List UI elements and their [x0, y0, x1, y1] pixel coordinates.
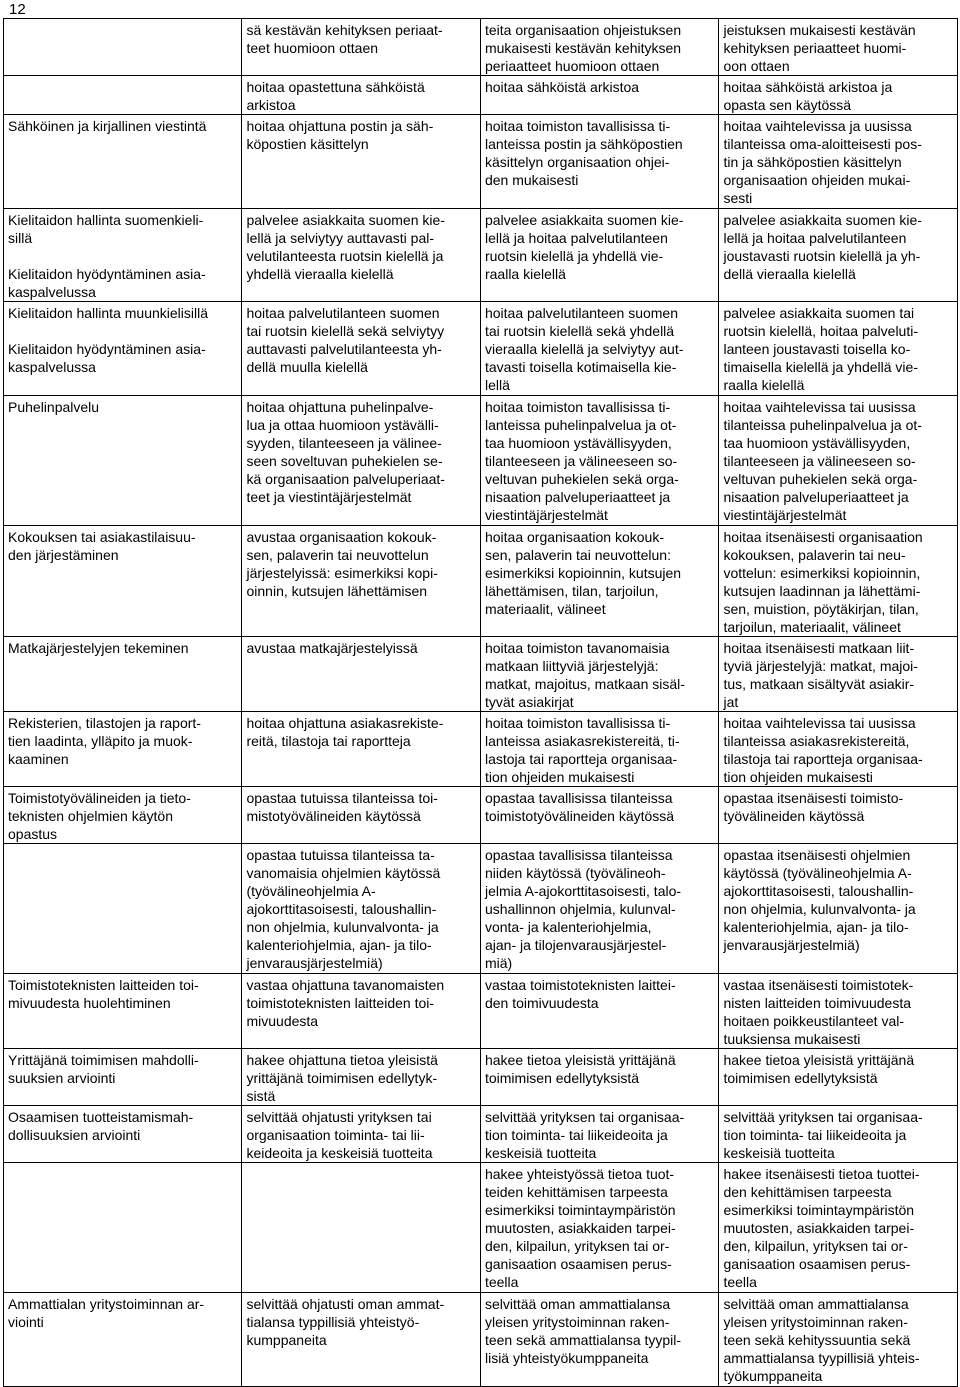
- cell-text: hakee ohjattuna tietoa yleisistä yrittäjänä toimimisen edellytyk- sistä: [246, 1052, 438, 1104]
- table-cell-level-2: [480, 115, 718, 209]
- cell-text: palvelee asiakkaita suomen kie- lellä ja hoitaa palvelutilanteen ruotsin kielellä ja yhdellä vie- raalla kielellä: [484, 212, 684, 282]
- table-cell-level-2: [480, 302, 718, 396]
- cell-text: Osaamisen tuotteistamismah- dollisuuksien arviointi: [8, 1109, 194, 1143]
- table-cell-level-3: [719, 1106, 958, 1163]
- table-row: [4, 526, 958, 637]
- cell-text: selvittää yrityksen tai organisaa- tion toiminta- tai liikeideoita ja keskeisiä tuotteita: [484, 1109, 685, 1161]
- table-cell-level-2: [480, 1163, 718, 1293]
- cell-text: hoitaa opastettuna sähköistä arkistoa: [246, 79, 425, 113]
- cell-text: hoitaa organisaation kokouk- sen, palaverin tai neuvottelun: esimerkiksi kopioinnin, kutsujen lähettämisen, tilan, tarjoilun, materiaalit, välineet: [484, 529, 682, 617]
- table-cell-topic: [4, 302, 242, 396]
- table-row: [4, 396, 958, 526]
- table-cell-level-3: [719, 974, 958, 1049]
- table-cell-level-1: [242, 115, 480, 209]
- cell-text: hoitaa ohjattuna postin ja säh- köpostien käsittelyn: [246, 118, 434, 152]
- table-cell-level-3: [719, 396, 958, 526]
- cell-text: opastaa tavallisissa tilanteissa toimistotyövälineiden käytössä: [484, 790, 675, 824]
- cell-text: hoitaa palvelutilanteen suomen tai ruotsin kielellä sekä yhdellä vieraalla kielellä ja selviytyy aut- tavasti toisella kotimaisella kie- lellä: [484, 305, 684, 393]
- table-cell-level-1: [242, 19, 480, 76]
- table-cell-level-2: [480, 1049, 718, 1106]
- table-row: [4, 1163, 958, 1293]
- cell-text: jeistuksen mukaisesti kestävän kehityksen periaatteet huomi- oon ottaen: [723, 22, 916, 74]
- table-cell-level-1: [242, 1163, 480, 1293]
- table-row: [4, 1049, 958, 1106]
- cell-text: Puhelinpalvelu: [8, 399, 100, 415]
- table-cell-level-1: [242, 1106, 480, 1163]
- table-row: [4, 637, 958, 712]
- table-cell-level-1: [242, 1293, 480, 1387]
- table-cell-level-2: [480, 637, 718, 712]
- cell-text: selvittää oman ammattialansa yleisen yritystoiminnan raken- teen sekä kehityssuuntia sekä ammattialansa tyypillisiä yhteis- työkumppaneita: [723, 1296, 920, 1384]
- table-cell-level-1: [242, 396, 480, 526]
- cell-text: avustaa matkajärjestelyissä: [246, 640, 418, 656]
- cell-text: hoitaa sähköistä arkistoa ja opasta sen käytössä: [723, 79, 893, 113]
- cell-text: Kokouksen tai asiakastilaisuu- den järjestäminen: [8, 529, 196, 563]
- table-row: [4, 209, 958, 302]
- cell-text: Kielitaidon hallinta suomenkieli- sillä Kielitaidon hyödyntäminen asia- kaspalvelussa: [8, 212, 206, 300]
- table-cell-level-1: [242, 76, 480, 115]
- table-cell-level-1: [242, 302, 480, 396]
- cell-text: vastaa itsenäisesti toimistotek- nisten laitteiden toimivuudesta hoitaen poikkeustilanteet val- tuuksiensa mukaisesti: [723, 977, 914, 1047]
- table-cell-level-2: [480, 209, 718, 302]
- table-cell-level-3: [719, 1293, 958, 1387]
- table-cell-topic: [4, 787, 242, 844]
- table-cell-level-3: [719, 302, 958, 396]
- table-cell-level-2: [480, 974, 718, 1049]
- table-cell-topic: [4, 1106, 242, 1163]
- table-cell-level-2: [480, 1106, 718, 1163]
- table-row: [4, 76, 958, 115]
- table-cell-topic: [4, 1163, 242, 1293]
- table-cell-topic: [4, 115, 242, 209]
- table-cell-topic: [4, 637, 242, 712]
- table-cell-topic: [4, 974, 242, 1049]
- cell-text: selvittää ohjatusti yrityksen tai organisaation toiminta- tai lii- keideoita ja keskeisiä tuotteita: [246, 1109, 433, 1161]
- table-row: [4, 1293, 958, 1387]
- table-cell-topic: [4, 76, 242, 115]
- table-cell-level-3: [719, 637, 958, 712]
- cell-text: palvelee asiakkaita suomen kie- lellä ja selviytyy auttavasti pal- velutilanteesta ruotsin kielellä ja yhdellä vieraalla kielellä: [246, 212, 445, 282]
- cell-text: teita organisaation ohjeistuksen mukaisesti kestävän kehityksen periaatteet huomioon ottaen: [484, 22, 682, 74]
- cell-text: opastaa tutuissa tilanteissa toi- mistotyövälineiden käytössä: [246, 790, 438, 824]
- table-cell-level-1: [242, 1049, 480, 1106]
- cell-text: selvittää oman ammattialansa yleisen yritystoiminnan raken- teen sekä ammattialansa tyypil- lisiä yhteistyökumppaneita: [484, 1296, 682, 1366]
- cell-text: palvelee asiakkaita suomen tai ruotsin kielellä, hoitaa palveluti- lanteen joustavasti toisella ko- timaisella kielellä ja yhdellä vie- raalla kielellä: [723, 305, 919, 393]
- cell-text: hoitaa itsenäisesti organisaation kokouksen, palaverin tai neu- vottelun: esimerkiksi kopioinnin, kutsujen laadinnan ja lähettämi- sen, muistion, pöytäkirjan, tilan, tarjoilun, materiaalit, välineet: [723, 529, 923, 635]
- table-cell-topic: [4, 19, 242, 76]
- cell-text: hoitaa ohjattuna asiakasrekiste- reitä, tilastoja tai raportteja: [246, 715, 444, 749]
- cell-text: hakee yhteistyössä tietoa tuot- teiden kehittämisen tarpeesta esimerkiksi toimintaympäristön muutosten, asiakkaiden tarpei- den, kilpailun, yrityksen tai or- ganisaation osaamisen perus- teella: [484, 1166, 676, 1290]
- table-cell-topic: [4, 1293, 242, 1387]
- cell-text: Matkajärjestelyjen tekeminen: [8, 640, 189, 656]
- cell-text: hakee tietoa yleisistä yrittäjänä toimimisen edellytyksistä: [484, 1052, 676, 1086]
- cell-text: sä kestävän kehityksen periaat- teet huomioon ottaen: [246, 22, 443, 56]
- table-cell-topic: [4, 526, 242, 637]
- cell-text: hoitaa vaihtelevissa tai uusissa tilanteissa puhelinpalvelua ja ot- taa huomioon ystävällisyyden, tilanteeseen ja välineeseen so- veltuvan puhekielen sekä orga- nisaation palveluperiaatteet ja viestintäjärjestelmät: [723, 399, 922, 523]
- table-cell-level-3: [719, 76, 958, 115]
- cell-text: hakee itsenäisesti tietoa tuottei- den kehittämisen tarpeesta esimerkiksi toimintaympäristön muutosten, asiakkaiden tarpei- den, kilpailun, yrityksen tai or- ganisaation osaamisen perus- teella: [723, 1166, 920, 1290]
- table-cell-level-1: [242, 787, 480, 844]
- table-cell-level-1: [242, 844, 480, 974]
- cell-text: hoitaa vaihtelevissa ja uusissa tilanteissa oma-aloitteisesti pos- tin ja sähköpostien käsittelyn organisaation ohjeiden mukai- sesti: [723, 118, 922, 206]
- table-row: [4, 974, 958, 1049]
- cell-text: opastaa tavallisissa tilanteissa niiden käytössä (työvälineoh- jelmia A-ajokorttitasoisesti, talo- ushallinnon ohjelmia, kulunval- vonta- ja kalenteriohjelmia, ajan- ja tilojenvarausjärjestel- miä): [484, 847, 682, 971]
- cell-text: hoitaa itsenäisesti matkaan liit- tyviä järjestelyjä: matkat, majoi- tus, matkaan sisältyvät asiakir- jat: [723, 640, 918, 710]
- table-cell-level-2: [480, 76, 718, 115]
- cell-text: Toimistoteknisten laitteiden toi- mivuudesta huolehtiminen: [8, 977, 199, 1011]
- table-cell-level-3: [719, 115, 958, 209]
- cell-text: hoitaa vaihtelevissa tai uusissa tilanteissa asiakasrekistereitä, tilastoja tai raportteja organisaa- tion ohjeiden mukaisesti: [723, 715, 923, 785]
- cell-text: hoitaa toimiston tavallisissa ti- lanteissa puhelinpalvelua ja ot- taa huomioon ystävällisyyden, tilanteeseen ja välineeseen so- veltuvan puhekielen sekä orga- nisaation palveluperiaatteet ja viestintäjärjestelmät: [484, 399, 679, 523]
- cell-text: hoitaa ohjattuna puhelinpalve- lua ja ottaa huomioon ystävälli- syyden, tilanteeseen ja välinee- seen soveltuvan puhekielen se- kä organisaation palveluperiaat- teet ja viestintäjärjestelmät: [246, 399, 445, 505]
- cell-text: Kielitaidon hallinta muunkielisillä Kielitaidon hyödyntäminen asia- kaspalvelussa: [8, 305, 208, 375]
- cell-text: selvittää yrityksen tai organisaa- tion toiminta- tai liikeideoita ja keskeisiä tuotteita: [723, 1109, 923, 1161]
- cell-text: hakee tietoa yleisistä yrittäjänä toimimisen edellytyksistä: [723, 1052, 915, 1086]
- table-cell-level-3: [719, 1163, 958, 1293]
- table-cell-topic: [4, 844, 242, 974]
- cell-text: vastaa toimistoteknisten laittei- den toimivuudesta: [484, 977, 676, 1011]
- cell-text: palvelee asiakkaita suomen kie- lellä ja hoitaa palvelutilanteen joustavasti ruotsin kielellä ja yh- dellä vieraalla kielellä: [723, 212, 922, 282]
- cell-text: Rekisterien, tilastojen ja raport- tien laadinta, ylläpito ja muok- kaaminen: [8, 715, 201, 767]
- table-cell-level-2: [480, 1293, 718, 1387]
- cell-text: Toimistotyövälineiden ja tieto- teknisten ohjelmien käytön opastus: [8, 790, 191, 842]
- table-row: [4, 19, 958, 76]
- competence-table: [3, 18, 958, 1387]
- table-cell-level-3: [719, 712, 958, 787]
- table-cell-level-2: [480, 19, 718, 76]
- table-cell-level-3: [719, 844, 958, 974]
- table-cell-topic: [4, 712, 242, 787]
- table-cell-level-3: [719, 19, 958, 76]
- table-row: [4, 712, 958, 787]
- table-cell-level-1: [242, 712, 480, 787]
- cell-text: Ammattialan yritystoiminnan ar- viointi: [8, 1296, 205, 1330]
- cell-text: hoitaa toimiston tavanomaisia matkaan liittyviä järjestelyjä: matkat, majoitus, matkaan sisäl- tyvät asiakirjat: [484, 640, 685, 710]
- table-cell-level-3: [719, 209, 958, 302]
- cell-text: Yrittäjänä toimimisen mahdolli- suuksien arviointi: [8, 1052, 199, 1086]
- table-cell-topic: [4, 1049, 242, 1106]
- table-cell-level-3: [719, 787, 958, 844]
- cell-text: Sähköinen ja kirjallinen viestintä: [8, 118, 207, 134]
- table-row: [4, 787, 958, 844]
- cell-text: avustaa organisaation kokouk- sen, palaverin tai neuvottelun järjestelyissä: esimerkiksi kopi- oinnin, kutsujen lähettämisen: [246, 529, 438, 599]
- cell-text: vastaa ohjattuna tavanomaisten toimistoteknisten laitteiden toi- mivuudesta: [246, 977, 445, 1029]
- table-row: [4, 844, 958, 974]
- cell-text: opastaa itsenäisesti ohjelmien käytössä (työvälineohjelmia A- ajokorttitasoisesti, taloushallin- non ohjelmia, kulunvalvonta- ja kalenteriohjelmia, ajan- ja tilo- jenvarausjärjestelmiä): [723, 847, 916, 953]
- cell-text: selvittää ohjatusti oman ammat- tialansa typpillisiä yhteistyö- kumppaneita: [246, 1296, 445, 1348]
- table-cell-topic: [4, 396, 242, 526]
- table-cell-level-1: [242, 526, 480, 637]
- table-row: [4, 1106, 958, 1163]
- table-cell-level-1: [242, 209, 480, 302]
- table-row: [4, 115, 958, 209]
- table-cell-level-2: [480, 712, 718, 787]
- cell-text: hoitaa toimiston tavallisissa ti- lanteissa postin ja sähköpostien käsittelyn organisaation ohjei- den mukaisesti: [484, 118, 683, 188]
- table-row: [4, 302, 958, 396]
- table-cell-level-1: [242, 974, 480, 1049]
- table-cell-level-2: [480, 526, 718, 637]
- table-cell-level-3: [719, 526, 958, 637]
- cell-text: opastaa tutuissa tilanteissa ta- vanomaisia ohjelmien käytössä (työvälineohjelmia A- ajokorttitasoisesti, taloushallin- non ohjelmia, kulunvalvonta- ja kalenteriohjelmia, ajan- ja tilo- jenvarausjärjestelmiä): [246, 847, 441, 971]
- table-cell-level-2: [480, 844, 718, 974]
- cell-text: hoitaa sähköistä arkistoa: [484, 79, 640, 95]
- table-cell-level-3: [719, 1049, 958, 1106]
- cell-text: hoitaa toimiston tavallisissa ti- lanteissa asiakasrekistereitä, ti- lastoja tai raportteja organisaa- tion ohjeiden mukaisesti: [484, 715, 680, 785]
- cell-text: opastaa itsenäisesti toimisto- työvälineiden käytössä: [723, 790, 904, 824]
- cell-text: hoitaa palvelutilanteen suomen tai ruotsin kielellä sekä selviytyy auttavasti palvelutilanteesta yh- dellä muulla kielellä: [246, 305, 445, 375]
- table-cell-topic: [4, 209, 242, 302]
- table-cell-level-1: [242, 637, 480, 712]
- table-cell-level-2: [480, 787, 718, 844]
- page-number: 12: [9, 1, 26, 18]
- table-cell-level-2: [480, 396, 718, 526]
